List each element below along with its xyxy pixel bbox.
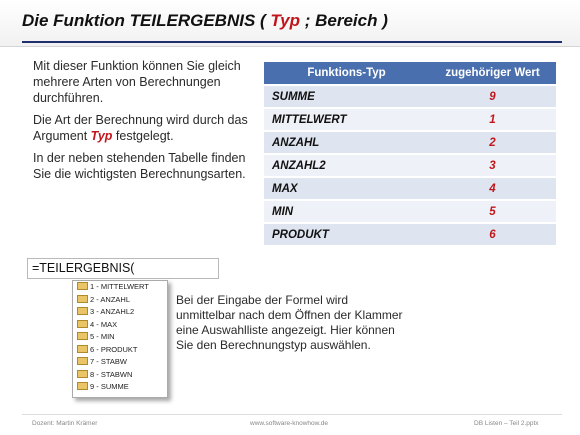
title-suffix: ; Bereich ) (300, 11, 388, 30)
folder-icon (77, 307, 88, 315)
table-cell-value: 6 (429, 224, 556, 245)
table-row (264, 155, 556, 176)
list-item[interactable] (73, 344, 167, 357)
table-header-value: zugehöriger Wert (429, 62, 556, 84)
list-item-label: 5 - MIN (90, 332, 115, 341)
page-title (22, 11, 388, 31)
list-item[interactable] (73, 306, 167, 319)
list-item-label: 8 - STABWN (90, 369, 133, 379)
list-item-label: 2 - ANZAHL (90, 294, 131, 304)
folder-icon (77, 382, 88, 390)
intro-p2-before: Die Art der Berechnung wird durch das Argument (33, 113, 248, 143)
table-cell-name: PRODUKT (264, 224, 429, 245)
table-cell-name: MIN (264, 201, 429, 222)
table-cell-value: 4 (429, 178, 556, 199)
table-row (264, 86, 556, 107)
footer (0, 418, 580, 435)
formula-input[interactable]: =TEILERGEBNIS( (27, 258, 219, 279)
table-row (264, 109, 556, 130)
list-item-label: 7 - STABW (90, 357, 127, 366)
table-cell-value: 2 (429, 132, 556, 153)
list-item[interactable] (73, 356, 167, 369)
list-item[interactable] (73, 369, 167, 382)
table-row (264, 224, 556, 245)
folder-icon (77, 295, 88, 303)
title-underline (22, 41, 562, 43)
intro-p2-typ: Typ (90, 129, 113, 143)
title-typ: Typ (270, 11, 300, 30)
table-cell-value: 5 (429, 201, 556, 222)
table-cell-name: MITTELWERT (264, 109, 429, 130)
title-prefix: Die Funktion TEILERGEBNIS ( (22, 11, 271, 30)
table-header-row (264, 62, 556, 84)
intro-p2-after: festgelegt. (112, 129, 174, 143)
table-cell-name: ANZAHL (264, 132, 429, 153)
table-row (264, 132, 556, 153)
footer-divider (22, 414, 562, 415)
list-item-label: 9 - SUMME (90, 382, 129, 391)
function-type-table (264, 60, 556, 247)
intro-text (33, 58, 255, 188)
explanation-note: Bei der Eingabe der Formel wird unmittelbar nach dem Öffnen der Klammer eine Auswahlliste angezeigt. Hier können Sie den Berechnungstyp auswählen. (176, 293, 403, 352)
footer-website: www.software-knowhow.de (250, 420, 329, 427)
footer-filename: DB Listen – Teil 2.pptx (474, 420, 539, 427)
list-item[interactable] (73, 381, 167, 394)
list-item[interactable] (73, 331, 167, 344)
table-cell-name: SUMME (264, 86, 429, 107)
table-cell-value: 9 (429, 86, 556, 107)
folder-icon (77, 357, 88, 365)
table-row (264, 201, 556, 222)
intro-paragraph-2 (33, 112, 255, 144)
title-bar (0, 0, 580, 47)
table-cell-value: 3 (429, 155, 556, 176)
folder-icon (77, 320, 88, 328)
table-cell-name: MAX (264, 178, 429, 199)
table-header-function-type: Funktions-Typ (264, 62, 429, 84)
list-item-label: 4 - MAX (90, 319, 118, 329)
folder-icon (77, 345, 88, 353)
function-autocomplete-list[interactable] (72, 280, 168, 398)
table-cell-name: ANZAHL2 (264, 155, 429, 176)
table-row (264, 178, 556, 199)
list-item[interactable] (73, 281, 167, 294)
intro-paragraph-3: In der neben stehenden Tabelle finden Sie die wichtigsten Berechnungsarten. (33, 151, 246, 181)
folder-icon (77, 332, 88, 340)
list-item[interactable] (73, 319, 167, 332)
folder-icon (77, 282, 88, 290)
list-item[interactable] (73, 294, 167, 307)
folder-icon (77, 370, 88, 378)
list-item-label: 3 - ANZAHL2 (90, 307, 135, 316)
footer-author: Dozent: Martin Krämer (32, 420, 98, 427)
table-cell-value: 1 (429, 109, 556, 130)
intro-paragraph-1: Mit dieser Funktion können Sie gleich mehrere Arten von Berechnungen durchführen. (33, 59, 241, 105)
list-item-label: 6 - PRODUKT (90, 344, 138, 354)
list-item-label: 1 - MITTELWERT (90, 282, 149, 291)
